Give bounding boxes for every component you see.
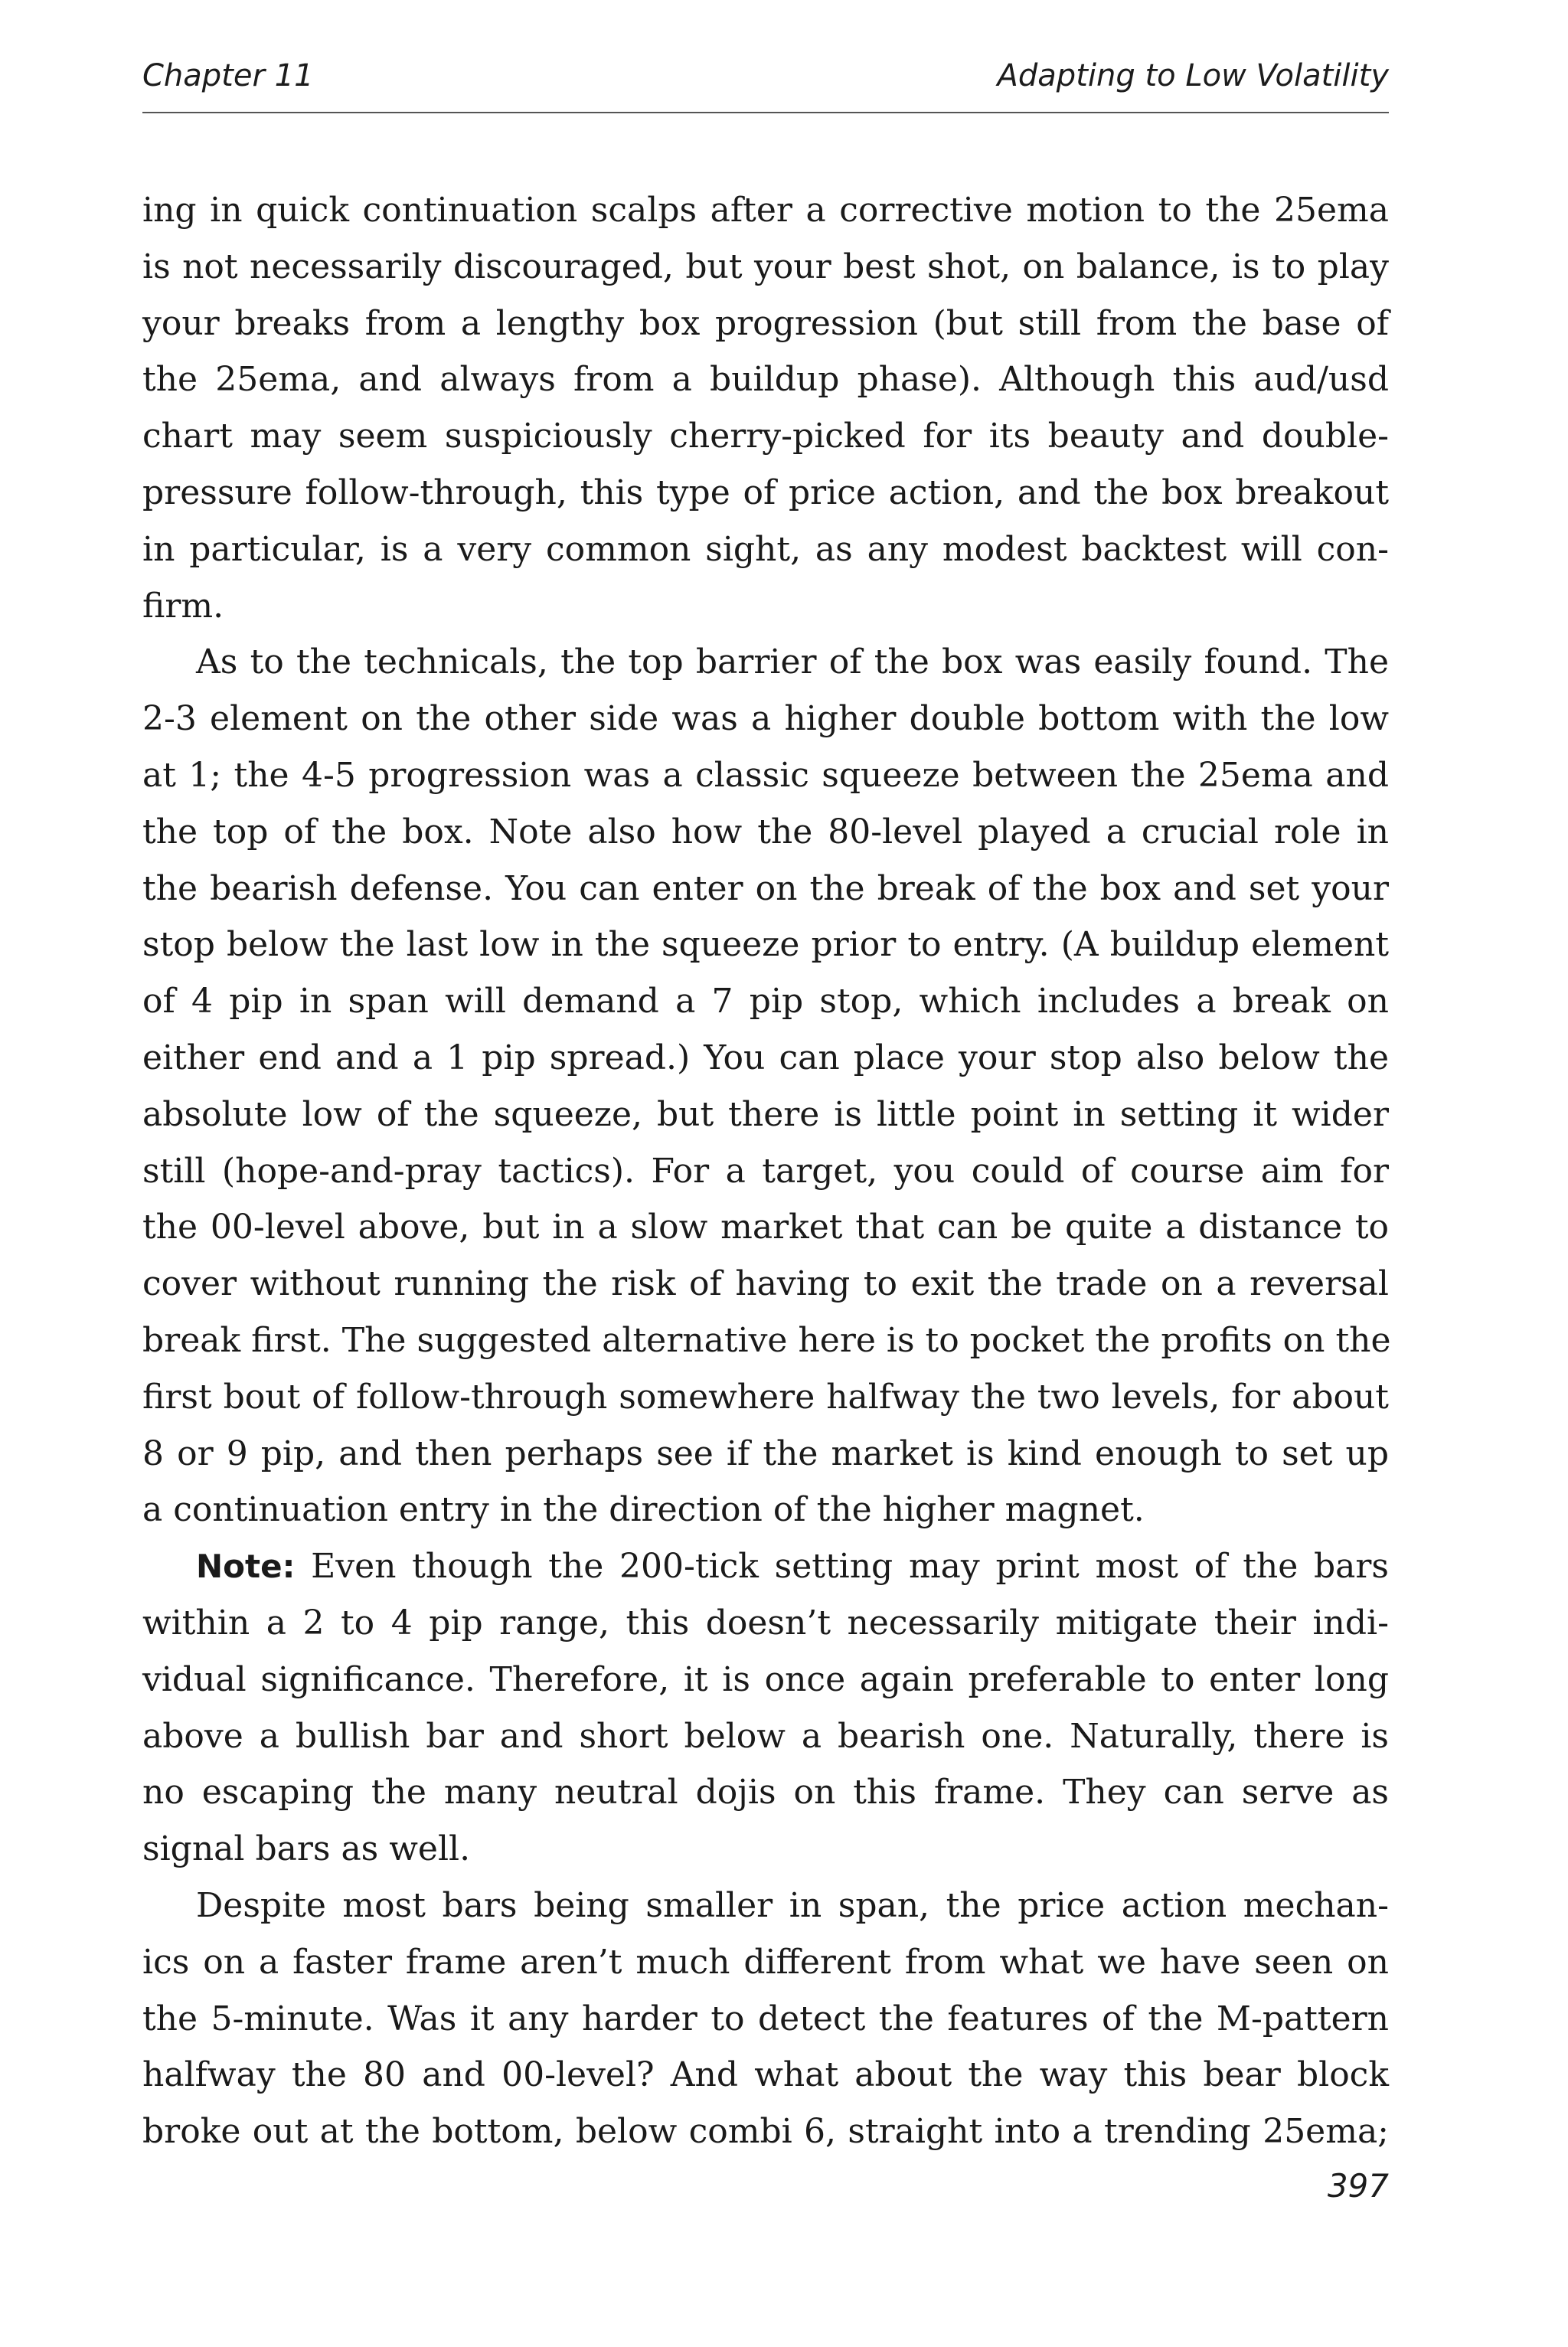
chapter-label: Chapter 11 <box>142 58 314 93</box>
text-line: signal bars as well. <box>142 1829 471 1869</box>
text-line: first bout of follow-through somewhere halfway the two levels, for about <box>142 1377 1389 1417</box>
text-line: break first. The suggested alternative here is to pocket the profits on the <box>142 1320 1391 1360</box>
text-line: no escaping the many neutral dojis on this frame. They can serve as <box>142 1773 1389 1813</box>
header-rule <box>142 112 1389 113</box>
section-title: Adapting to Low Volatility <box>997 58 1389 93</box>
paragraph-1 <box>142 182 1389 634</box>
text-line: the 25ema, and always from a buildup phase). Although this aud/usd <box>142 360 1389 400</box>
text-line: in particular, is a very common sight, as any modest backtest will con- <box>142 529 1389 569</box>
text-line: absolute low of the squeeze, but there is little point in setting it wider <box>142 1094 1389 1134</box>
text-line: 8 or 9 pip, and then perhaps see if the market is kind enough to set up <box>142 1433 1389 1473</box>
text-line: the 00-level above, but in a slow market that can be quite a distance to <box>142 1208 1389 1247</box>
running-head <box>142 51 1389 106</box>
text-line <box>142 1538 1389 1595</box>
text-line: ics on a faster frame aren’t much different from what we have seen on <box>142 1942 1389 1982</box>
text-line: within a 2 to 4 pip range, this doesn’t necessarily mitigate their indi- <box>142 1603 1389 1643</box>
text-line: is not necessarily discouraged, but your best shot, on balance, is to play <box>142 247 1389 286</box>
text-line: stop below the last low in the squeeze prior to entry. (A buildup element <box>142 925 1389 965</box>
note-label: Note: <box>196 1548 296 1586</box>
text-line: halfway the 80 and 00-level? And what about the way this bear block <box>142 2055 1389 2095</box>
paragraph-2 <box>142 634 1389 1538</box>
text-line: a continuation entry in the direction of the higher magnet. <box>142 1490 1145 1530</box>
text-line: broke out at the bottom, below combi 6, straight into a trending 25ema; <box>142 2112 1389 2152</box>
text-line: either end and a 1 pip spread.) You can place your stop also below the <box>142 1038 1389 1077</box>
text-line: 2-3 element on the other side was a higher double bottom with the low <box>142 699 1389 739</box>
paragraph-4 <box>142 1878 1389 2160</box>
body-text <box>142 182 1389 2160</box>
text-line: above a bullish bar and short below a bearish one. Naturally, there is <box>142 1716 1389 1756</box>
note-paragraph <box>142 1538 1389 1878</box>
text-line: still (hope-and-pray tactics). For a target, you could of course aim for <box>142 1151 1389 1191</box>
text-line: Despite most bars being smaller in span, the price action mechan- <box>196 1885 1389 1925</box>
text-line: cover without running the risk of having to exit the trade on a reversal <box>142 1264 1389 1304</box>
text-line: firm. <box>142 586 224 626</box>
text-line: chart may seem suspiciously cherry-picked for its beauty and double- <box>142 417 1389 456</box>
note-first-line-text: Even though the 200-tick setting may print most of the bars <box>295 1547 1389 1587</box>
text-line: the 5-minute. Was it any harder to detect the features of the M-pattern <box>142 1999 1389 2038</box>
text-line: ing in quick continuation scalps after a corrective motion to the 25ema <box>142 191 1389 230</box>
text-line: vidual significance. Therefore, it is once again preferable to enter long <box>142 1659 1389 1699</box>
text-line: As to the technicals, the top barrier of the box was easily found. The <box>196 642 1389 682</box>
text-line: your breaks from a lengthy box progression (but still from the base of <box>142 303 1389 343</box>
text-line: at 1; the 4-5 progression was a classic squeeze between the 25ema and <box>142 755 1389 795</box>
text-line: the top of the box. Note also how the 80-level played a crucial role in <box>142 812 1389 852</box>
text-line: the bearish defense. You can enter on the break of the box and set your <box>142 868 1389 908</box>
page-number: 397 <box>1327 2167 1389 2205</box>
text-line: pressure follow-through, this type of price action, and the box breakout <box>142 472 1389 512</box>
text-line: of 4 pip in span will demand a 7 pip stop, which includes a break on <box>142 982 1389 1022</box>
